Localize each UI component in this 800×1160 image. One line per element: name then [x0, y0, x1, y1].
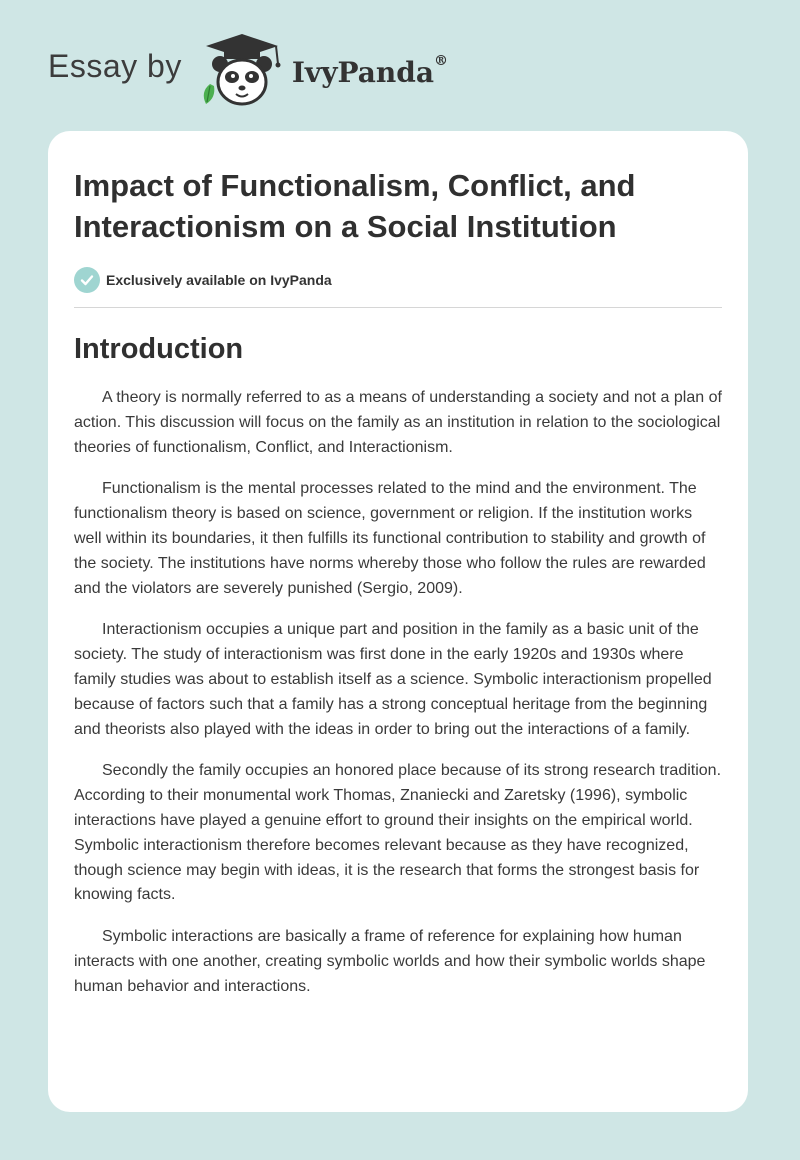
- paragraph: Secondly the family occupies an honored place because of its strong research tradition. According to their monumental work Thomas, Znaniecki and Zaretsky (1996), symbolic interactions have played a genuine effort to ground their insights on the empirical world. Symbolic interactionism therefore becomes relevant because as they have recognized, though science may begin with ideas, it is the research that forms the strongest basis for knowing facts.: [74, 762, 722, 904]
- check-circle-icon: [74, 267, 100, 293]
- paragraph: Symbolic interactions are basically a frame of reference for explaining how human interacts with one another, creating symbolic worlds and how their symbolic worlds shape human behavior and interactions.: [74, 928, 706, 995]
- section-heading: Introduction: [74, 333, 244, 365]
- article-card: [48, 131, 748, 1112]
- exclusive-label: Exclusively available on IvyPanda: [106, 272, 332, 288]
- exclusive-badge: [74, 267, 722, 293]
- paragraph: A theory is normally referred to as a means of understanding a society and not a plan of action. This discussion will focus on the family as an institution in relation to the sociological theories of functionalism, Conflict, and Interactionism.: [74, 389, 722, 456]
- registered-mark: ®: [434, 53, 448, 70]
- paragraph: Functionalism is the mental processes related to the mind and the environment. The functionalism theory is based on science, government or religion. If the institution works well within its boundaries, it then fulfills its functional contribution to stability and growth of the society. The institutions have norms whereby those who follow the rules are rewarded and the violators are severely punished (Sergio, 2009).: [74, 480, 706, 597]
- brand-text: IvyPanda: [291, 55, 434, 89]
- panda-graduate-icon[interactable]: [196, 30, 288, 110]
- title-divider: [74, 307, 722, 308]
- paragraph: Interactionism occupies a unique part and position in the family as a basic unit of the society. The study of interactionism was first done in the early 1920s and 1930s where family studies was about to establish itself as a science. Symbolic interactionism propelled because of factors such that a family has a strong conceptual heritage from the beginning and theorists also played with the ideas in order to bring out the interactions of a family.: [74, 621, 712, 738]
- article-title: Impact of Functionalism, Conflict, and Interactionism on a Social Institution: [74, 168, 636, 244]
- brand-name[interactable]: [291, 53, 448, 89]
- essay-by-label: Essay by: [48, 47, 182, 84]
- site-header: [48, 30, 448, 110]
